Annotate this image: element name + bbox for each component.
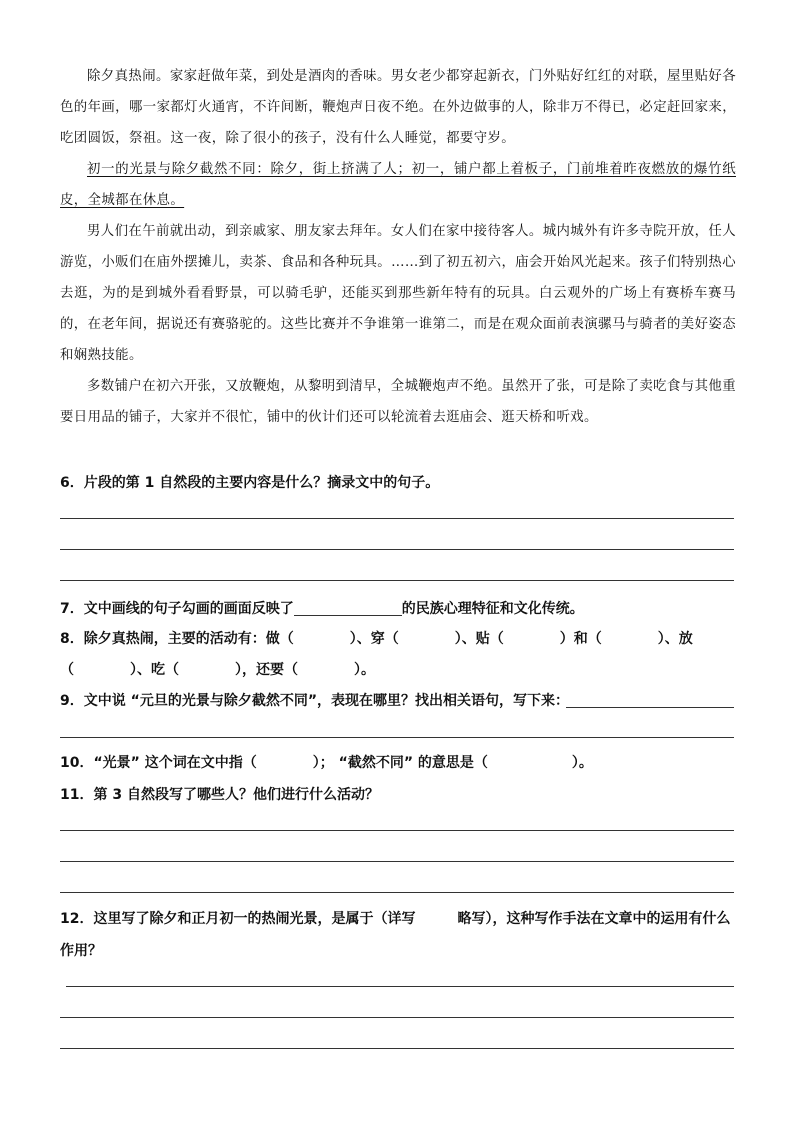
answer-line[interactable] — [60, 892, 734, 893]
question-8-line-2: （ ）、吃（ ），还要（ ）。 — [60, 662, 375, 678]
question-7-text-before: 7．文中画线的句子勾画的画面反映了 — [60, 601, 294, 617]
question-11: 11．第 3 自然段写了哪些人？他们进行什么活动？ — [60, 787, 379, 803]
answer-line[interactable] — [60, 1017, 734, 1018]
question-7 — [60, 598, 584, 618]
question-10: 10．“光景” 这个词在文中指（ ）； “截然不同” 的意思是（ ）。 — [60, 755, 593, 771]
answer-line[interactable] — [60, 737, 734, 738]
answer-line[interactable] — [60, 549, 734, 550]
answer-line[interactable] — [66, 986, 734, 987]
fill-blank[interactable] — [294, 599, 402, 616]
passage-paragraph-1: 除夕真热闹。家家赶做年菜，到处是酒肉的香味。男女老少都穿起新衣，门外贴好红红的对联，屋里贴好各色的年画，哪一家都灯火通宵，不许间断，鞭炮声日夜不绝。在外边做事的人，除非万不得已，必定赶回家来，吃团圆饭，祭祖。这一夜，除了很小的孩子，没有什么人睡觉，都要守岁。 — [60, 69, 736, 146]
question-6: 6．片段的第 1 自然段的主要内容是什么？摘录文中的句子。 — [60, 475, 440, 491]
question-7-text-after: 的民族心理特征和文化传统。 — [401, 601, 584, 617]
question-12-line-1: 12．这里写了除夕和正月初一的热闹光景，是属于（详写 略写），这种写作手法在文章中的运用有什么 — [60, 911, 731, 927]
question-9: 9．文中说 “元旦的光景与除夕截然不同”，表现在哪里？找出相关语句，写下来： — [60, 693, 570, 709]
answer-line[interactable] — [60, 830, 734, 831]
question-8-line-1: 8．除夕真热闹，主要的活动有：做（ ）、穿（ ）、贴（ ）和（ ）、放 — [60, 631, 693, 647]
answer-line[interactable] — [60, 1048, 734, 1049]
passage-paragraph-4: 多数铺户在初六开张，又放鞭炮，从黎明到清早，全城鞭炮声不绝。虽然开了张，可是除了卖吃食与其他重要日用品的铺子，大家并不很忙，铺中的伙计们还可以轮流着去逛庙会、逛天桥和听戏。 — [60, 379, 736, 425]
answer-line[interactable] — [60, 580, 734, 581]
passage-paragraph-2-underlined: 初一的光景与除夕截然不同：除夕，街上挤满了人；初一，铺户都上着板子，门前堆着昨夜燃放的爆竹纸皮，全城都在休息。 — [60, 162, 736, 208]
passage-paragraph-3: 男人们在午前就出动，到亲戚家、朋友家去拜年。女人们在家中接待客人。城内城外有许多寺院开放，任人游览，小贩们在庙外摆摊儿，卖茶、食品和各种玩具。……到了初五初六，庙会开始风光起来。孩子们特别热心去逛，为的是到城外看看野景，可以骑毛驴，还能买到那些新年特有的玩具。白云观外的广场上有赛桥车赛马的，在老年间，据说还有赛骆驼的。这些比赛并不争谁第一谁第二，而是在观众面前表演骡马与骑者的美好姿态和娴熟技能。 — [60, 224, 736, 363]
answer-line[interactable] — [60, 861, 734, 862]
question-12-line-2: 作用？ — [60, 943, 102, 959]
answer-line[interactable] — [566, 707, 734, 708]
answer-line[interactable] — [60, 518, 734, 519]
